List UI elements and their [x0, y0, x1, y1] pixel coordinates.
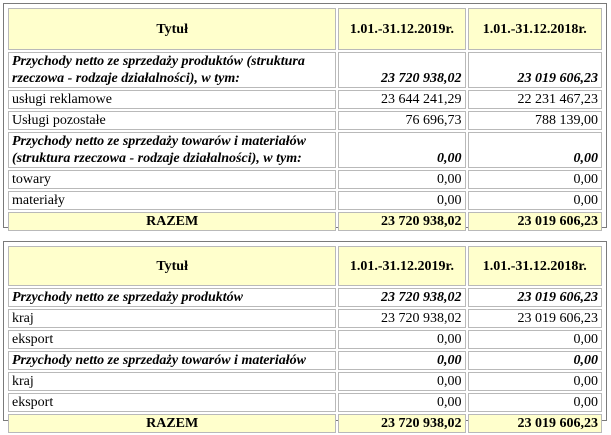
row-label: eksport: [8, 330, 336, 349]
table-row: [8, 393, 602, 412]
value-2019: 76 696,73: [338, 111, 465, 130]
revenue-by-market-table-frame: [3, 241, 607, 431]
total-2019: 23 720 938,02: [338, 414, 465, 433]
revenue-by-activity-table-frame: [3, 3, 607, 228]
table-row: [8, 90, 602, 109]
column-header-2019: 1.01.-31.12.2019r.: [338, 8, 465, 50]
row-label: Przychody netto ze sprzedaży produktów: [8, 288, 336, 307]
table-row: [8, 309, 602, 328]
value-2019: 0,00: [338, 191, 465, 210]
value-2018: 788 139,00: [468, 111, 602, 130]
value-2018: 0,00: [468, 372, 602, 391]
table-row: [8, 288, 602, 307]
row-label: eksport: [8, 393, 336, 412]
row-label: towary: [8, 170, 336, 189]
table-header-row: [8, 8, 602, 50]
revenue-by-activity-table: [6, 6, 604, 233]
value-2019: 0,00: [338, 330, 465, 349]
value-2018: 23 019 606,23: [468, 52, 602, 88]
value-2019: 23 720 938,02: [338, 52, 465, 88]
table-row: [8, 191, 602, 210]
total-row: [8, 212, 602, 231]
table-row: [8, 351, 602, 370]
total-2018: 23 019 606,23: [468, 212, 602, 231]
value-2018: 0,00: [468, 351, 602, 370]
total-2018: 23 019 606,23: [468, 414, 602, 433]
column-header-2018: 1.01.-31.12.2018r.: [468, 8, 602, 50]
value-2019: 0,00: [338, 393, 465, 412]
row-label: kraj: [8, 309, 336, 328]
row-label: Usługi pozostałe: [8, 111, 336, 130]
value-2019: 0,00: [338, 132, 465, 168]
column-header-2019: 1.01.-31.12.2019r.: [338, 246, 465, 286]
column-header-2018: 1.01.-31.12.2018r.: [468, 246, 602, 286]
value-2018: 0,00: [468, 191, 602, 210]
table-row: [8, 372, 602, 391]
row-label: kraj: [8, 372, 336, 391]
value-2018: 0,00: [468, 132, 602, 168]
value-2019: 0,00: [338, 372, 465, 391]
column-header-title: Tytuł: [8, 246, 336, 286]
table-row: [8, 52, 602, 88]
value-2018: 23 019 606,23: [468, 288, 602, 307]
table-row: [8, 170, 602, 189]
table-row: [8, 111, 602, 130]
table-row: [8, 132, 602, 168]
value-2018: 23 019 606,23: [468, 309, 602, 328]
row-label: Przychody netto ze sprzedaży towarów i materiałów: [8, 351, 336, 370]
row-label: Przychody netto ze sprzedaży towarów i materiałów (struktura rzeczowa - rodzaje działalności), w tym:: [8, 132, 336, 168]
total-row: [8, 414, 602, 433]
value-2019: 23 720 938,02: [338, 288, 465, 307]
value-2019: 23 720 938,02: [338, 309, 465, 328]
table-header-row: [8, 246, 602, 286]
value-2019: 0,00: [338, 351, 465, 370]
row-label: Przychody netto ze sprzedaży produktów (struktura rzeczowa - rodzaje działalności), w tym:: [8, 52, 336, 88]
row-label: usługi reklamowe: [8, 90, 336, 109]
row-label: materiały: [8, 191, 336, 210]
table-row: [8, 330, 602, 349]
value-2018: 22 231 467,23: [468, 90, 602, 109]
column-header-title: Tytuł: [8, 8, 336, 50]
value-2018: 0,00: [468, 393, 602, 412]
total-label: RAZEM: [8, 414, 336, 433]
value-2019: 23 644 241,29: [338, 90, 465, 109]
total-2019: 23 720 938,02: [338, 212, 465, 231]
value-2018: 0,00: [468, 330, 602, 349]
total-label: RAZEM: [8, 212, 336, 231]
value-2019: 0,00: [338, 170, 465, 189]
revenue-by-market-table: [6, 244, 604, 435]
value-2018: 0,00: [468, 170, 602, 189]
